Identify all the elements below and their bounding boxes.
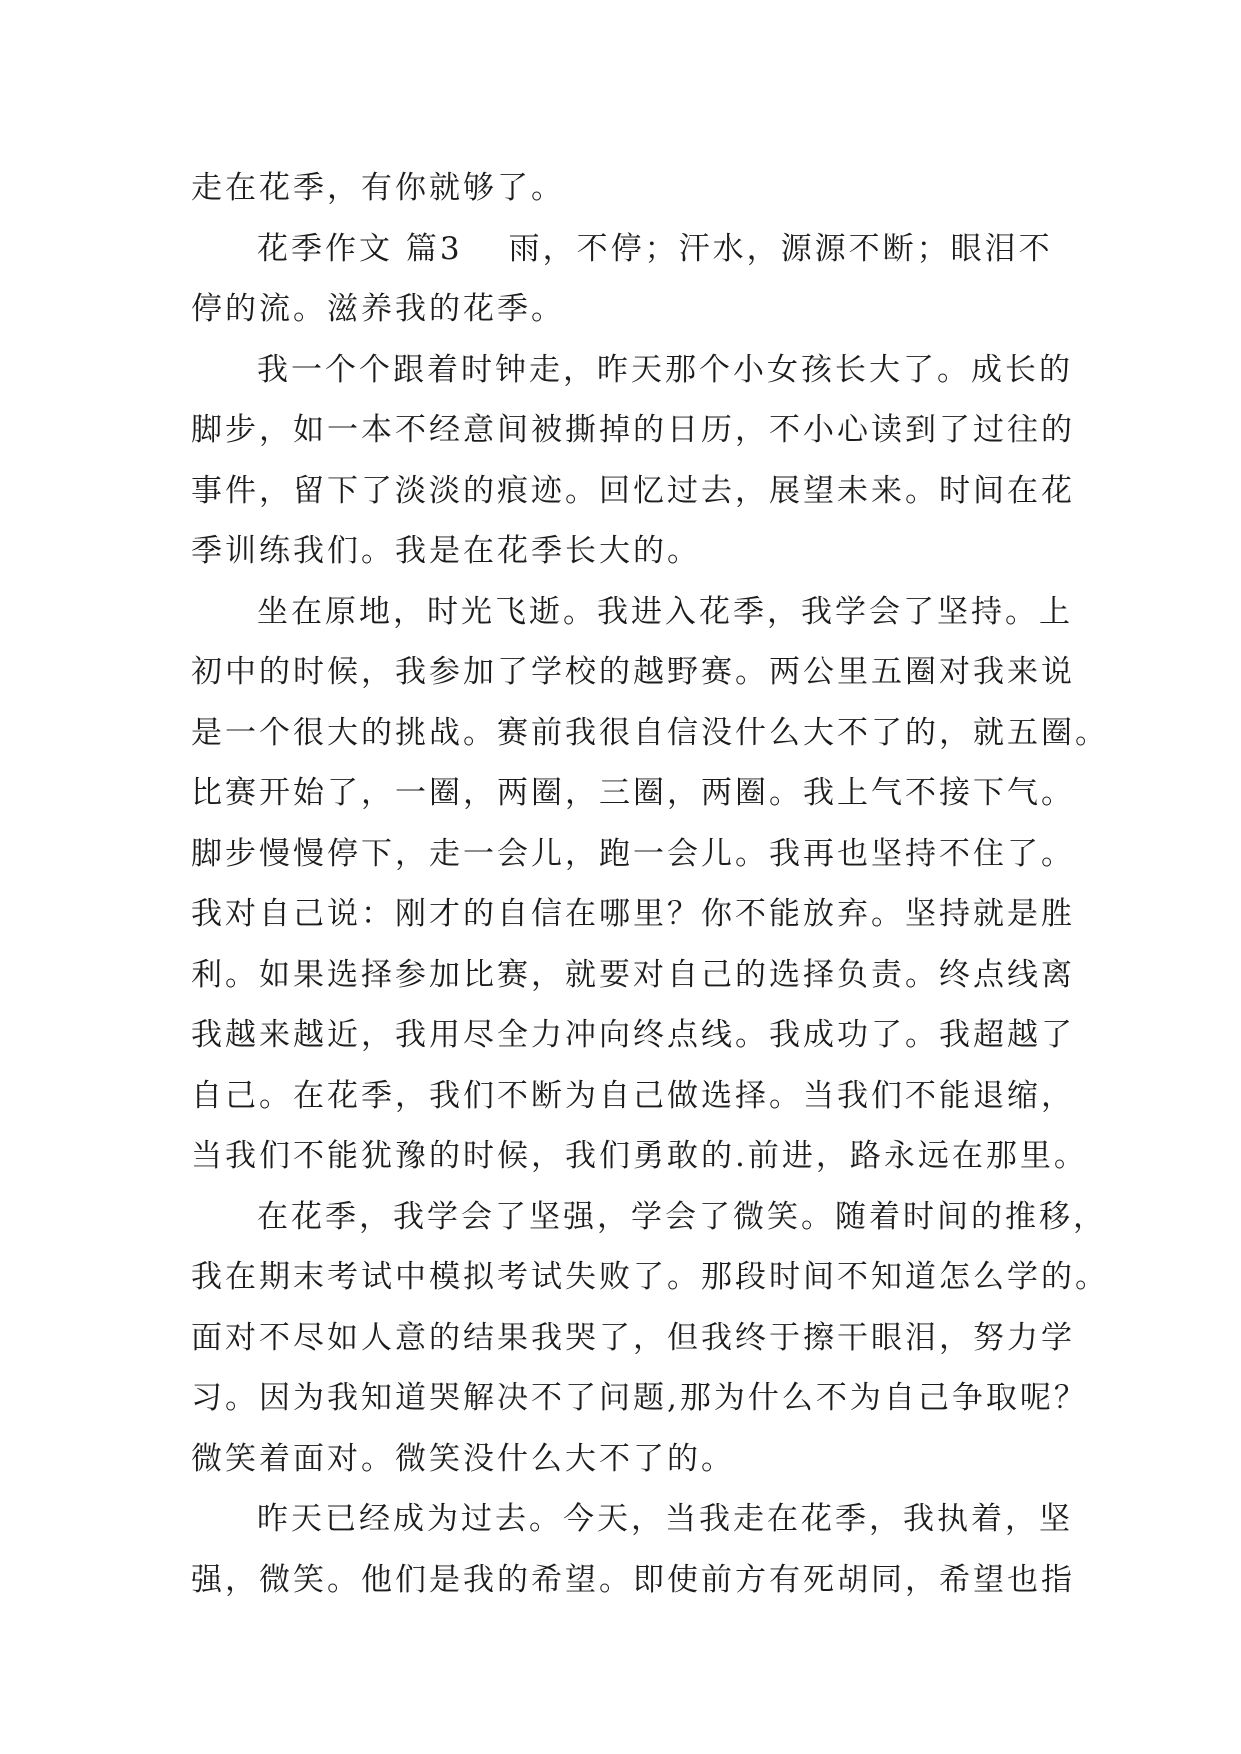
text-line: 脚步慢慢停下，走一会儿，跑一会儿。我再也坚持不住了。 (191, 835, 1075, 872)
text-line: 雨，不停；汗水，源源不断；眼泪不 (508, 230, 1053, 267)
text-line: 我在期末考试中模拟考试失败了。那段时间不知道怎么学的。 (191, 1259, 1109, 1295)
text-line: 面对不尽如人意的结果我哭了，但我终于擦干眼泪，努力学 (191, 1319, 1075, 1356)
paragraph-start-line: 我一个个跟着时钟走，昨天那个小女孩长大了。成长的 (257, 351, 1073, 388)
essay-body (191, 158, 1109, 1610)
text-line: 强，微笑。他们是我的希望。即使前方有死胡同，希望也指 (191, 1561, 1075, 1598)
text-line: 利。如果选择参加比赛，就要对自己的选择负责。终点线离 (191, 956, 1075, 993)
text-line: 微笑着面对。微笑没什么大不了的。 (191, 1440, 735, 1477)
text-line: 走在花季，有你就够了。 (191, 170, 565, 206)
section-heading-line (191, 219, 1071, 280)
text-line: 季训练我们。我是在花季长大的。 (191, 533, 701, 569)
section-heading: 花季作文 篇3 (257, 230, 463, 267)
text-line: 脚步，如一本不经意间被撕掉的日历，不小心读到了过往的 (191, 412, 1075, 448)
text-line: 停的流。滋养我的花季。 (191, 291, 565, 327)
text-line: 习。因为我知道哭解决不了问题,那为什么不为自己争取呢？ (191, 1380, 1088, 1416)
text-line: 比赛开始了，一圈，两圈，三圈，两圈。我上气不接下气。 (191, 775, 1075, 811)
text-line: 自己。在花季，我们不断为自己做选择。当我们不能退缩， (191, 1077, 1075, 1114)
text-line: 我越来越近，我用尽全力冲向终点线。我成功了。我超越了 (191, 1017, 1075, 1053)
text-line: 是一个很大的挑战。赛前我很自信没什么大不了的，就五圈。 (191, 714, 1109, 751)
paragraph-start-line: 坐在原地，时光飞逝。我进入花季，我学会了坚持。上 (257, 593, 1073, 630)
text-line: 当我们不能犹豫的时候，我们勇敢的.前进，路永远在那里。 (191, 1138, 1088, 1174)
paragraph-start-line: 昨天已经成为过去。今天，当我走在花季，我执着，坚 (257, 1501, 1073, 1537)
paragraph-start-line: 在花季，我学会了坚强，学会了微笑。随着时间的推移， (257, 1198, 1107, 1235)
text-line: 初中的时候，我参加了学校的越野赛。两公里五圈对我来说 (191, 654, 1075, 690)
text-line: 我对自己说：刚才的自信在哪里？你不能放弃。坚持就是胜 (191, 896, 1075, 932)
text-line: 事件，留下了淡淡的痕迹。回忆过去，展望未来。时间在花 (191, 472, 1075, 509)
